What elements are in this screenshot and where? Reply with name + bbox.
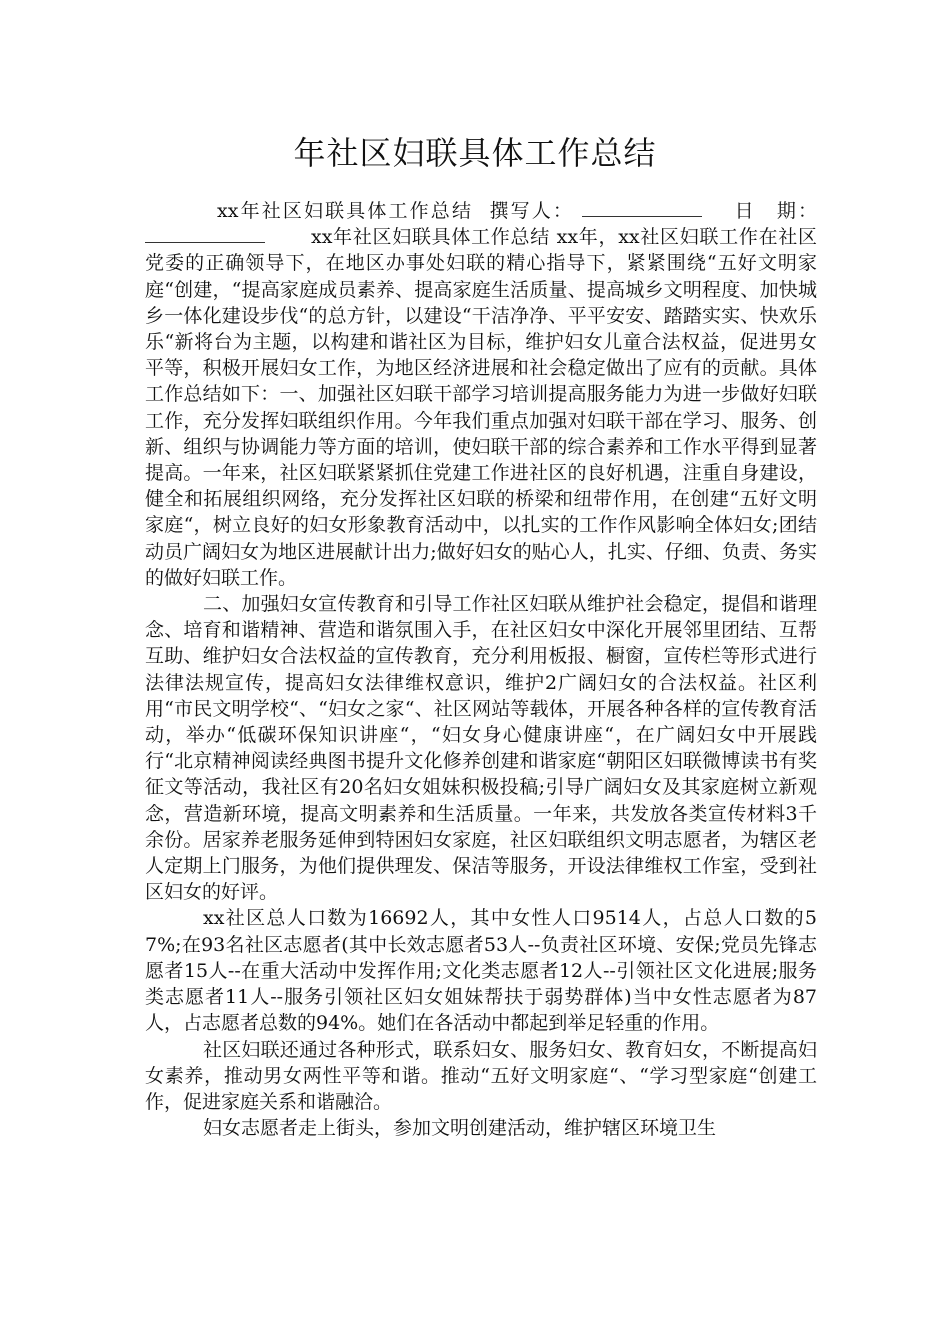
byline-title: xx年社区妇联具体工作总结 <box>217 200 474 222</box>
author-blank <box>582 200 702 217</box>
author-label: 撰写人： <box>489 200 575 222</box>
document-title: 年社区妇联具体工作总结 <box>293 134 657 172</box>
document-body <box>145 198 817 1141</box>
paragraph-4: 社区妇联还通过各种形式，联系妇女、服务妇女、教育妇女，不断提高妇女素养，推动男女两性平等和谐。推动“五好文明家庭“、“学习型家庭“创建工作，促进家庭关系和谐融洽。 <box>145 1038 817 1113</box>
date-label: 日 期： <box>734 200 817 222</box>
paragraph-1: xx年社区妇联具体工作总结 xx年，xx社区妇联工作在社区党委的正确领导下，在地区办事处妇联的精心指导下，紧紧围绕“五好文明家庭“创建，“提高家庭成员素养、提高家庭生活质量、提高城乡文明程度、加快城乡一体化建设步伐“的总方针，以建设“干洁净净、平平安安、踏踏实实、快欢乐乐“新将台为主题，以构建和谐社区为目标，维护妇女儿童合法权益，促进男女平等，积极开展妇女工作，为地区经济进展和社会稳定做出了应有的贡献。具体工作总结如下：一、加强社区妇联干部学习培训提高服务能力为进一步做好妇联工作，充分发挥妇联组织作用。今年我们重点加强对妇联干部在学习、服务、创新、组织与协调能力等方面的培训，使妇联干部的综合素养和工作水平得到显著提高。一年来，社区妇联紧紧抓住党建工作进社区的良好机遇，注重自身建设，健全和拓展组织网络，充分发挥社区妇联的桥梁和纽带作用，在创建“五好文明家庭“，树立良好的妇女形象教育活动中，以扎实的工作作风影响全体妇女;团结动员广阔妇女为地区进展献计出力;做好妇女的贴心人，扎实、仔细、负责、务实的做好妇联工作。 <box>145 226 817 589</box>
paragraph-2: 二、加强妇女宣传教育和引导工作社区妇联从维护社会稳定，提倡和谐理念、培育和谐精神、营造和谐氛围入手，在社区妇女中深化开展邻里团结、互帮互助、维护妇女合法权益的宣传教育，充分利用板报、橱窗，宣传栏等形式进行法律法规宣传，提高妇女法律维权意识，维护2广阔妇女的合法权益。社区利用“市民文明学校“、“妇女之家“、社区网站等载体，开展各种各样的宣传教育活动，举办“低碳环保知识讲座“，“妇女身心健康讲座“，在广阔妇女中开展践行“北京精神阅读经典图书提升文化修养创建和谐家庭“朝阳区妇联微博读书有奖征文等活动，我社区有20名妇女姐妹积极投稿;引导广阔妇女及其家庭树立新观念，营造新环境，提高文明素养和生活质量。一年来，共发放各类宣传材料3千余份。居家养老服务延伸到特困妇女家庭，社区妇联组织文明志愿者，为辖区老人定期上门服务，为他们提供理发、保洁等服务，开设法律维权工作室，受到社区妇女的好评。 <box>145 593 817 904</box>
byline <box>145 198 817 591</box>
paragraph-3: xx社区总人口数为16692人，其中女性人口9514人，占总人口数的57%;在93名社区志愿者(其中长效志愿者53人--负责社区环境、安保;党员先锋志愿者15人--在重大活动中发挥作用;文化类志愿者12人--引领社区文化进展;服务类志愿者11人--服务引领社区妇女姐妹帮扶于弱势群体)当中女性志愿者为87人，占志愿者总数的94%。她们在各活动中都起到举足轻重的作用。 <box>145 907 817 1035</box>
date-blank <box>145 226 265 243</box>
paragraph-5: 妇女志愿者走上街头，参加文明创建活动，维护辖区环境卫生 <box>203 1117 717 1140</box>
